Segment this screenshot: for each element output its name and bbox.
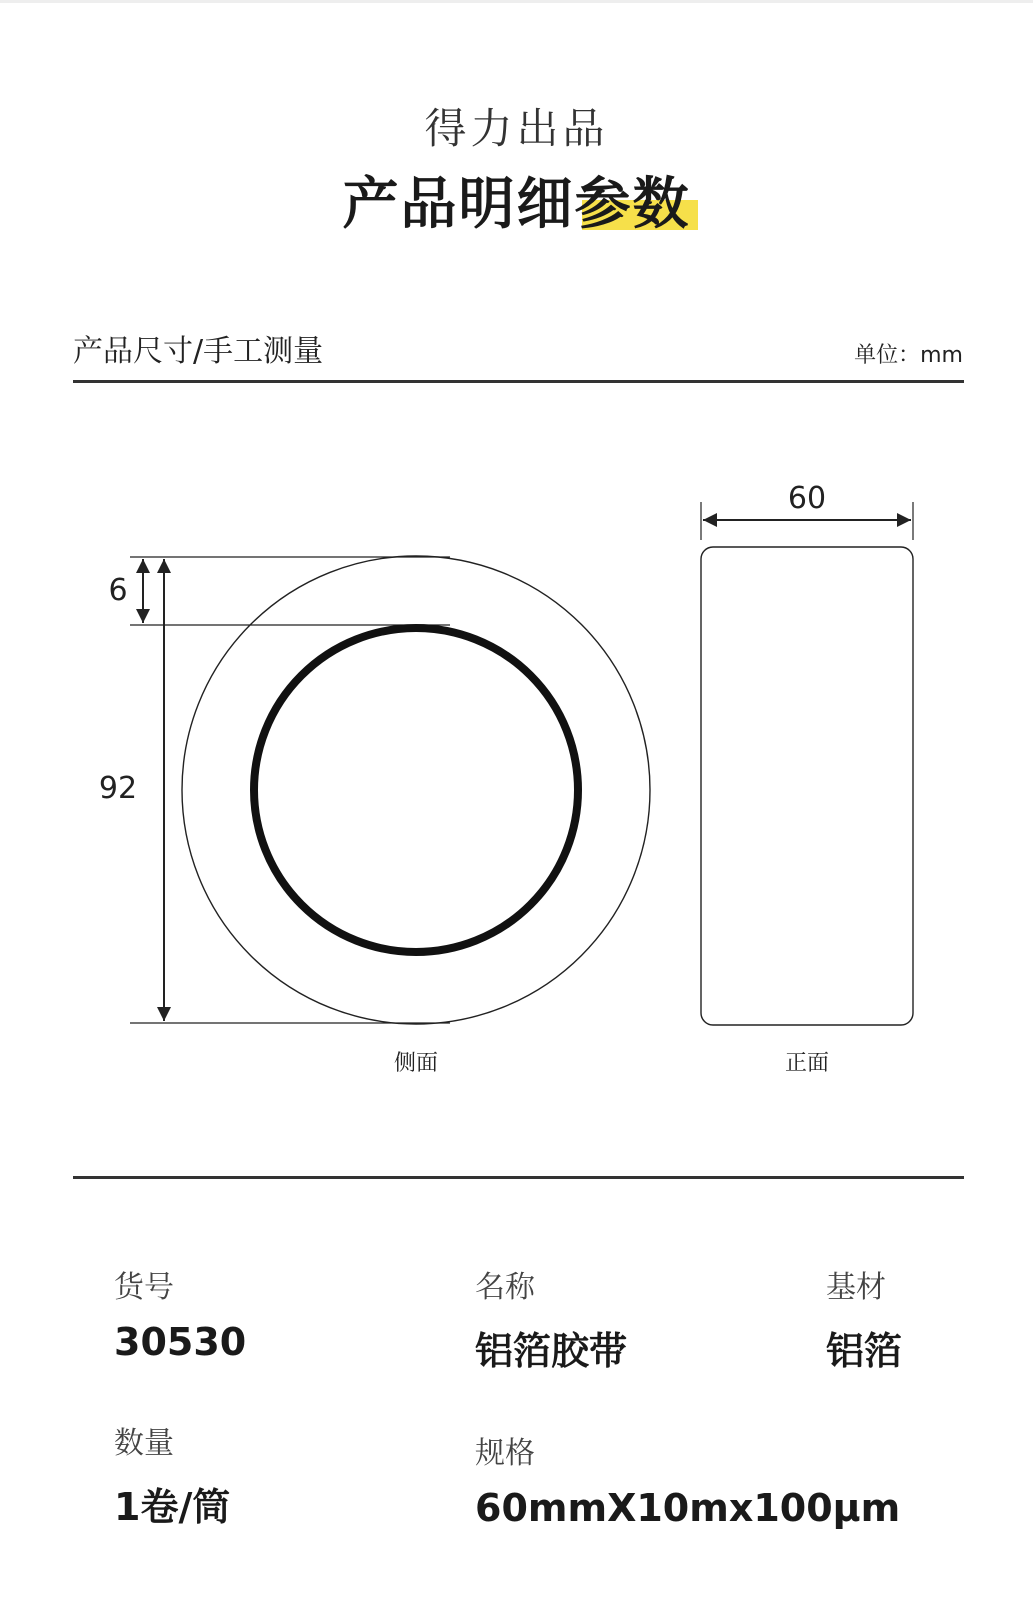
spec-name-label: 名称 bbox=[475, 1270, 535, 1305]
front-view bbox=[701, 481, 913, 1076]
spec-size-label: 规格 bbox=[475, 1436, 535, 1471]
outer-diameter-label: 92 bbox=[98, 771, 138, 806]
spec-quantity-label: 数量 bbox=[114, 1426, 174, 1461]
ring-thickness-label: 6 bbox=[108, 573, 128, 608]
section-divider-bottom bbox=[73, 1176, 964, 1179]
width-label: 60 bbox=[787, 481, 827, 516]
tape-front-rectangle bbox=[701, 547, 913, 1025]
unit-label: 单位：mm bbox=[854, 343, 963, 368]
page-title: 产品明细参数 bbox=[342, 172, 691, 237]
tape-core-circle bbox=[254, 628, 578, 952]
spec-name bbox=[475, 1262, 627, 1375]
spec-material-value: 铝箔 bbox=[826, 1329, 903, 1373]
spec-item-no bbox=[114, 1262, 246, 1364]
spec-size bbox=[475, 1428, 900, 1530]
spec-size-value: 60mmX10mx100μm bbox=[475, 1486, 901, 1530]
spec-name-value: 铝箔胶带 bbox=[475, 1329, 628, 1373]
spec-item-no-label: 货号 bbox=[114, 1270, 174, 1305]
brand-line: 得力出品 bbox=[424, 104, 609, 153]
spec-item-no-value: 30530 bbox=[114, 1320, 247, 1364]
dimensions-section-label: 产品尺寸/手工测量 bbox=[73, 334, 324, 369]
spec-quantity-value: 1卷/筒 bbox=[114, 1485, 231, 1529]
side-view bbox=[99, 556, 650, 1076]
spec-material bbox=[826, 1262, 902, 1375]
side-view-caption: 侧面 bbox=[393, 1051, 439, 1076]
spec-material-label: 基材 bbox=[826, 1270, 886, 1305]
front-view-caption: 正面 bbox=[784, 1051, 830, 1076]
spec-quantity bbox=[114, 1418, 230, 1531]
